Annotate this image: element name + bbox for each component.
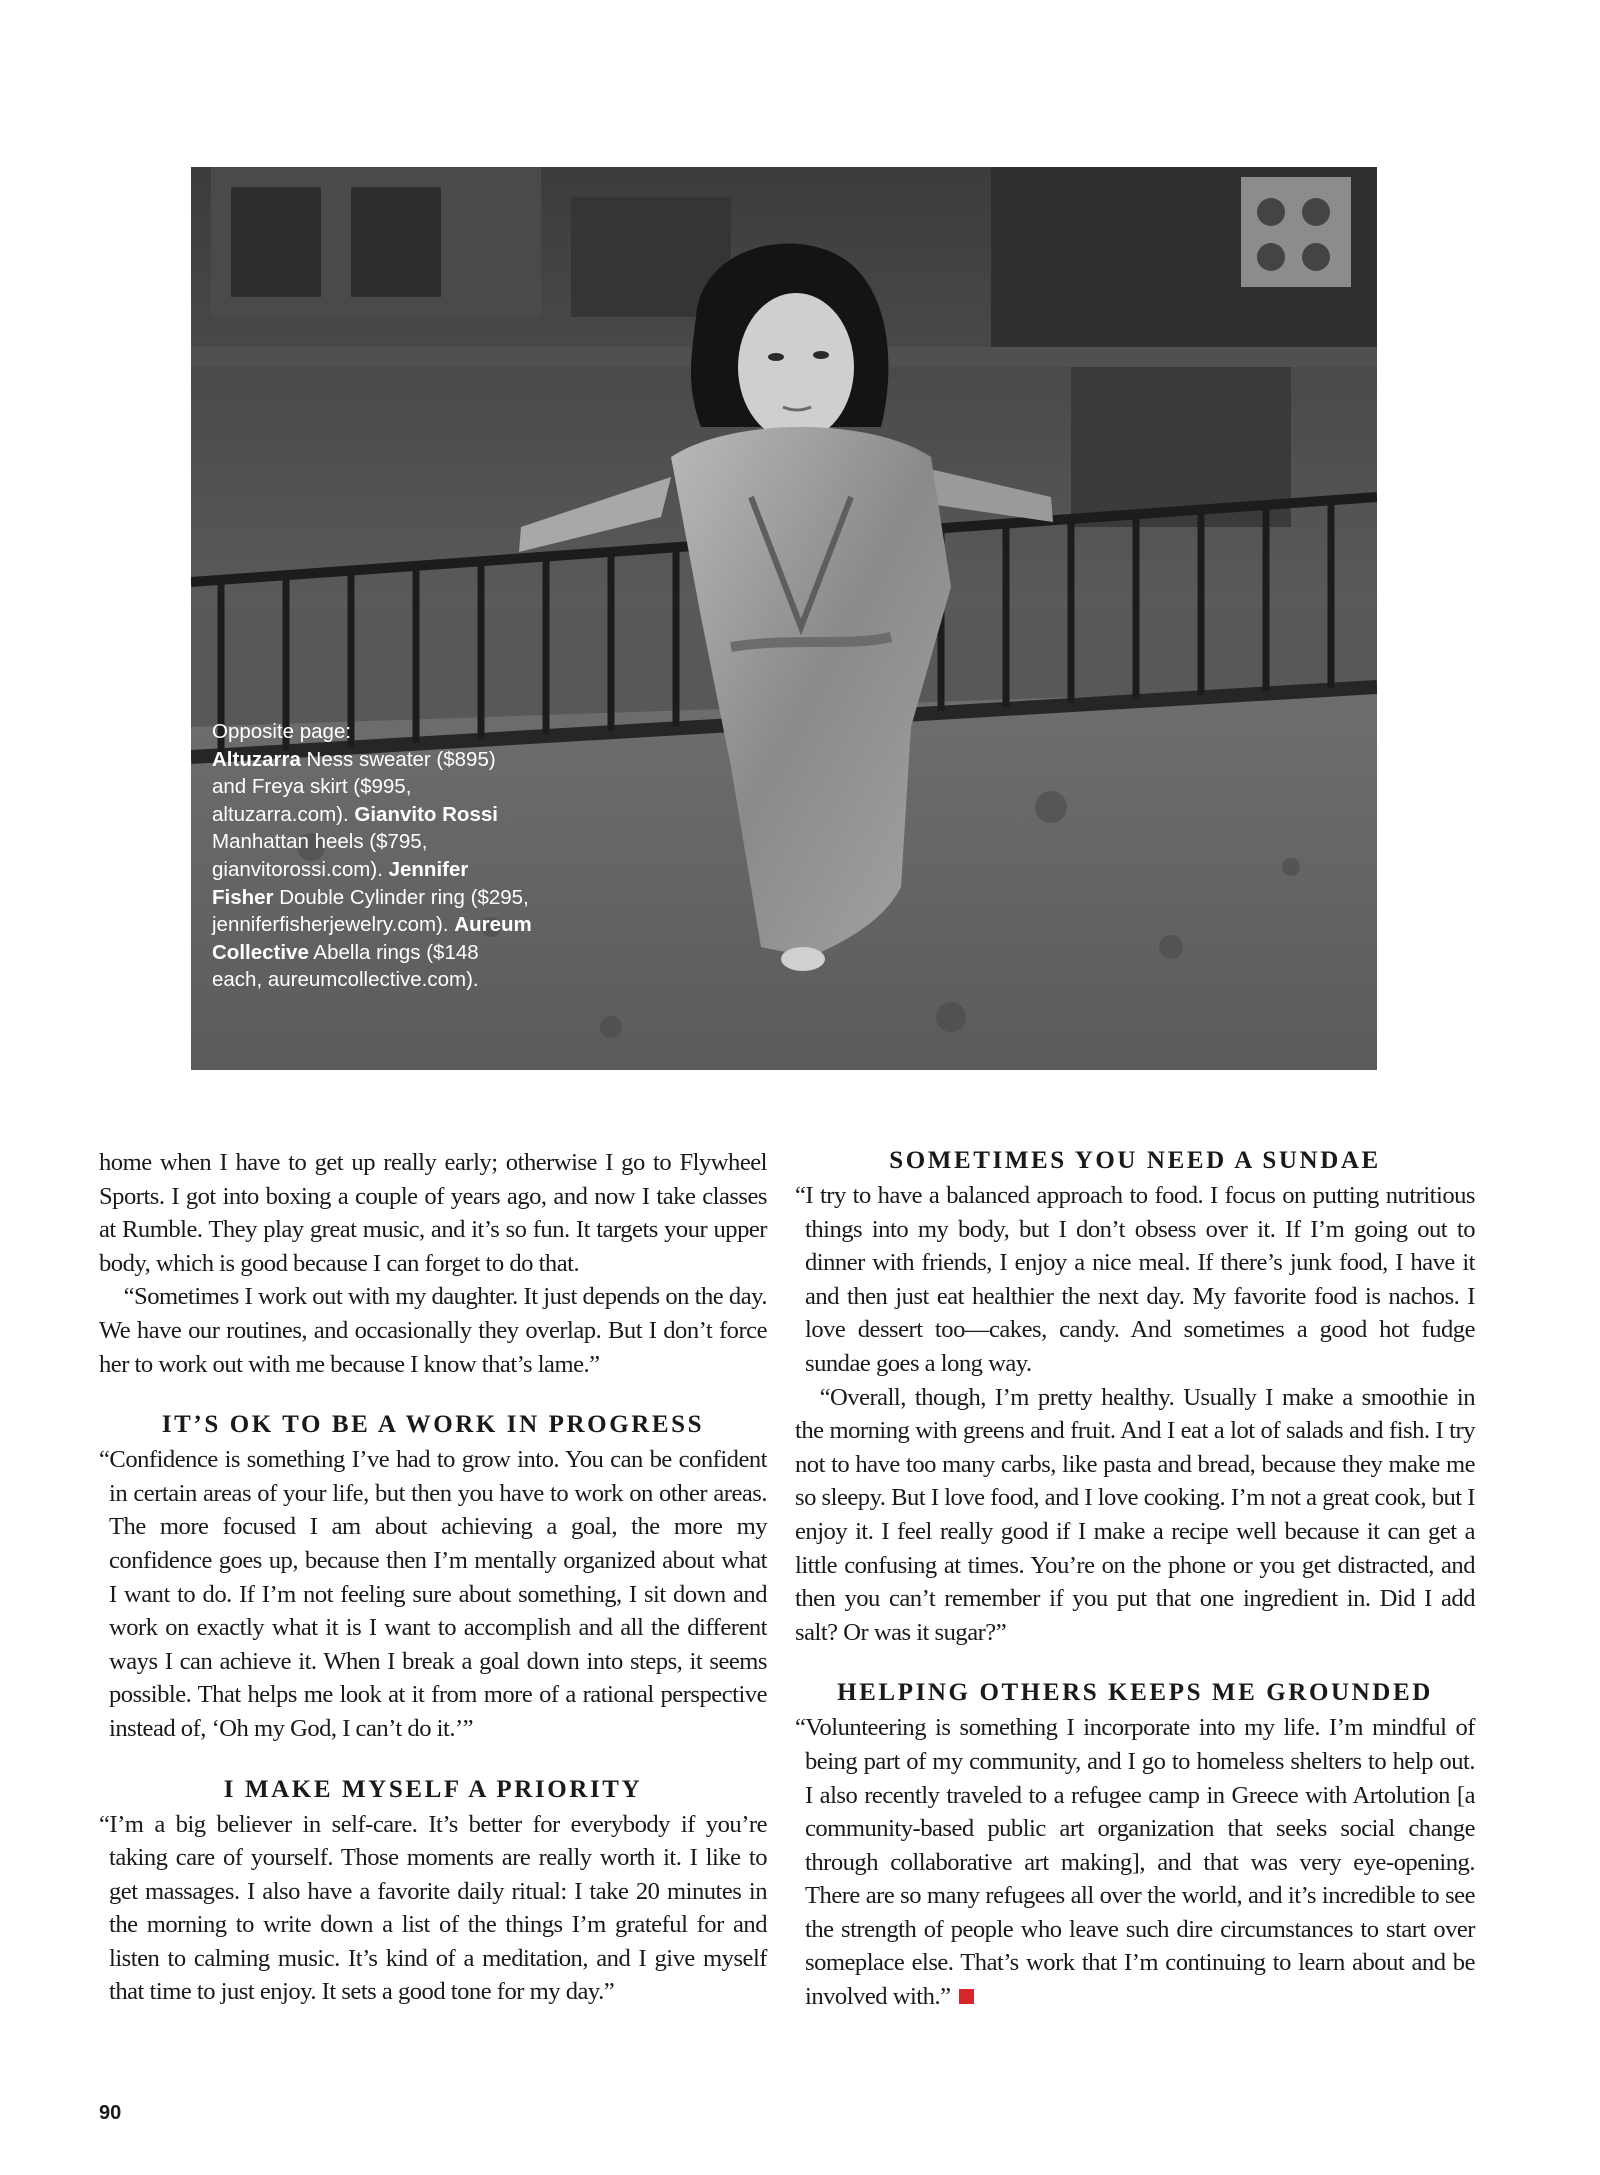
photo-credits-caption [212,718,532,994]
caption-text: Ness sweater ($895) and Freya skirt ($995, altuzarra.com). [212,747,496,826]
caption-brand: Jennifer Fisher [212,857,469,909]
section-heading: IT’S OK TO BE A WORK IN PROGRESS [161,1411,705,1439]
caption-brand: Aureum Collective [212,913,532,964]
section-heading: HELPING OTHERS KEEPS ME GROUNDED [837,1679,1433,1707]
caption-text: Double Cylinder ring ($295, jenniferfisherjewelry.com). [212,885,529,937]
body-paragraph: “I try to have a balanced approach to food. I focus on putting nutritious things into my body, but I don’t obsess over it. If I’m going out to dinner with friends, I enjoy a nice meal. If there’s junk food, I have it and then just eat healthier the next day. My favorite food is nachos. I love dessert too—cakes, candy. And sometimes a good hot fudge sundae goes a long way. [795,1182,1475,1377]
section-heading: I MAKE MYSELF A PRIORITY [223,1775,643,1803]
caption-brand: Gianvito Rossi [354,802,498,826]
caption-text: Manhattan heels ($795, gianvitorossi.com). [212,830,428,881]
body-paragraph: home when I have to get up really early; otherwise I go to Flywheel Sports. I got into boxing a couple of years ago, and now I take classes at Rumble. They play great music, and it’s so fun. It targets your upper body, which is good because I can forget to do that. [99,1149,767,1277]
caption-brand: Altuzarra [212,747,301,771]
end-mark-icon [959,1989,974,2004]
body-paragraph [795,1711,1475,2013]
right-column [795,1146,1475,2014]
body-paragraph: “Confidence is something I’ve had to grow into. You can be confident in certain areas of your life, but then you have to work on other areas. The more focused I am about achieving a goal, the more my confidence goes up, because then I’m mentally organized about what I want to do. If I’m not feeling sure about something, I sit down and work on exactly what it is I want to accomplish and all the different ways I can achieve it. When I break a goal down into steps, it seems possible. That helps me look at it from more of a rational perspective instead of, ‘Oh my God, I can’t do it.’” [99,1446,767,1742]
left-column [99,1146,767,2009]
body-paragraph: “Sometimes I work out with my daughter. It just depends on the day. We have our routines, and occasionally they overlap. But I don’t force her to work out with me because I know that’s lame.” [99,1283,767,1378]
body-paragraph: “I’m a big believer in self-care. It’s better for everybody if you’re taking care of yourself. Those moments are really worth it. I like to get massages. I also have a favorite daily ritual: I take 20 minutes in the morning to write down a list of the things I’m grateful for and listen to calming music. It’s kind of a meditation, and I give myself that time to just enjoy. It sets a good tone for my day.” [99,1810,767,2006]
page-number: 90 [99,2102,122,2124]
caption-body [212,746,532,994]
caption-text: Abella rings ($148 each, aureumcollective.com). [212,940,479,992]
section-heading: SOMETIMES YOU NEED A SUNDAE [889,1147,1381,1174]
caption-intro: Opposite page: [212,720,352,743]
closing-paragraph-text: “Volunteering is something I incorporate into my life. I’m mindful of being part of my community, and I go to homeless shelters to help out. I also recently traveled to a refugee camp in Greece with Artolution [a community-based public art organization that seeks social change through collaborative art making], and that was very eye-opening. There are so many refugees all over the world, and it’s incredible to see the strength of people who leave such dire circumstances to start over someplace else. That’s work that I’m continuing to learn about and be involved with.” [795,1714,1475,2011]
body-paragraph: “Overall, though, I’m pretty healthy. Usually I make a smoothie in the morning with greens and fruit. And I eat a lot of salads and fish. I try not to have too many carbs, like pasta and bread, because they make me so sleepy. But I love food, and I love cooking. I’m not a great cook, but I enjoy it. I feel really good if I make a recipe well because it can get a little confusing at times. You’re on the phone or you get distracted, and then you can’t remember if you put that one ingredient in. Did I add salt? Or was it sugar?” [795,1383,1475,1646]
